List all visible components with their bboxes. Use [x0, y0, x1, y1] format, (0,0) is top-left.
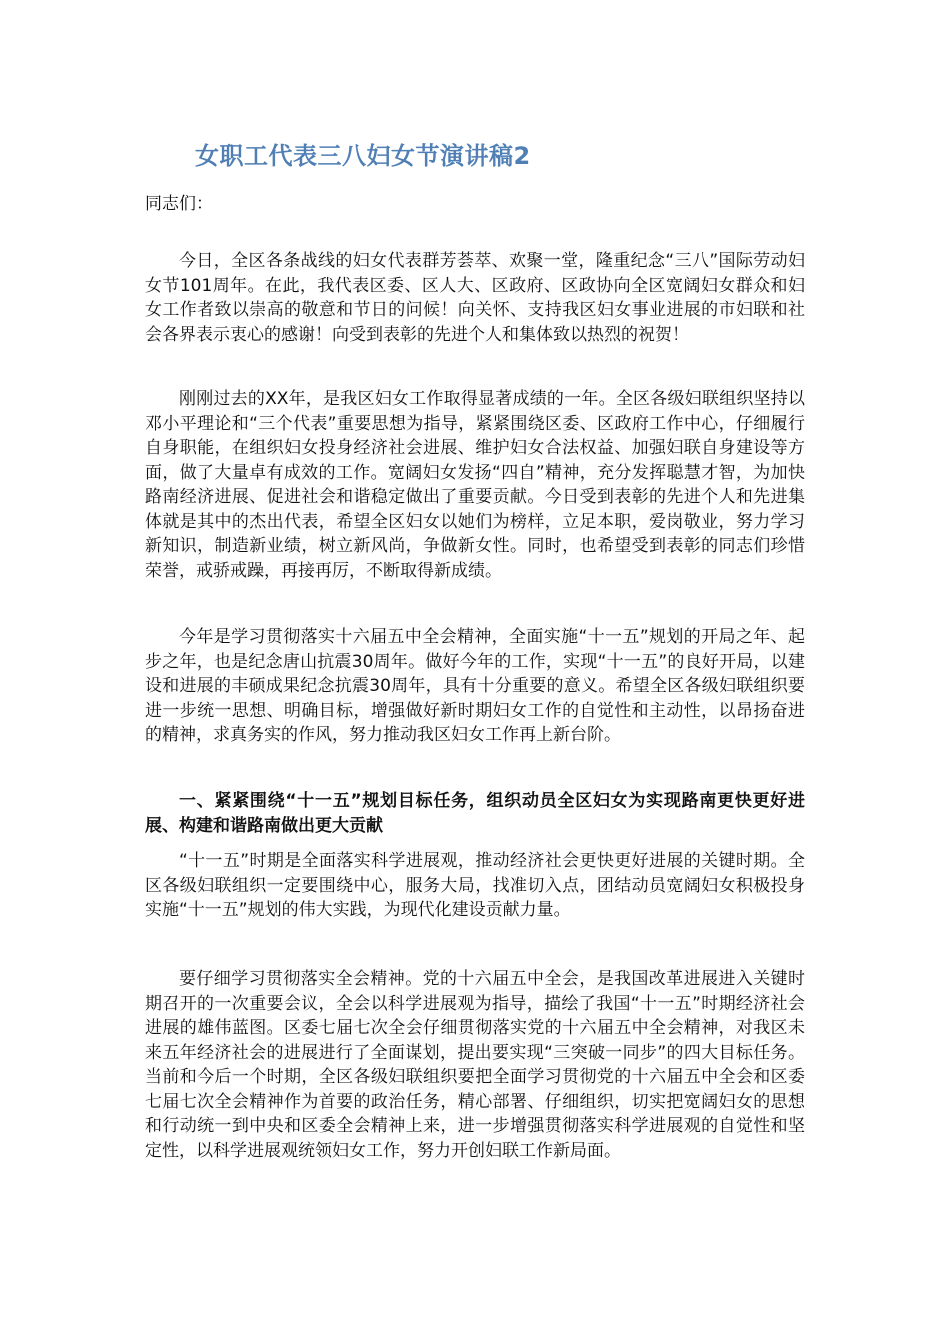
section-heading-1: 一、紧紧围绕“十一五”规划目标任务，组织动员全区妇女为实现路南更快更好进展、构建和谐路南做出更大贡献: [145, 791, 805, 836]
paragraph-review: 刚刚过去的XX年，是我区妇女工作取得显著成绩的一年。全区各级妇联组织坚持以邓小平理论和“三个代表”重要思想为指导，紧紧围绕区委、区政府工作中心，仔细履行自身职能，在组织妇女投身经济社会进展、维护妇女合法权益、加强妇联自身建设等方面，做了大量卓有成效的工作。宽阔妇女发扬“四自”精神，充分发挥聪慧才智，为加快路南经济进展、促进社会和谐稳定做出了重要贡献。今日受到表彰的先进个人和先进集体就是其中的杰出代表，希望全区妇女以她们为榜样，立足本职，爱岗敬业，努力学习新知识，制造新业绩，树立新风尚，争做新女性。同时，也希望受到表彰的同志们珍惜荣誉，戒骄戒躁，再接再厉，不断取得新成绩。: [145, 389, 805, 581]
paragraph-section-1-intro: “十一五”时期是全面落实科学进展观，推动经济社会更快更好进展的关键时期。全区各级妇联组织一定要围绕中心，服务大局，找准切入点，团结动员宽阔妇女积极投身实施“十一五”规划的伟大实践，为现代化建设贡献力量。: [145, 851, 805, 920]
salutation: 同志们：: [145, 194, 213, 214]
document-title: 女职工代表三八妇女节演讲稿2: [195, 142, 531, 170]
paragraph-section-1-study: 要仔细学习贯彻落实全会精神。党的十六届五中全会，是我国改革进展进入关键时期召开的一次重要会议，全会以科学进展观为指导，描绘了我国“十一五”时期经济社会进展的雄伟蓝图。区委七届七次全会仔细贯彻落实党的十六届五中全会精神，对我区未来五年经济社会的进展进行了全面谋划，提出要实现“三突破一同步”的四大目标任务。当前和今后一个时期，全区各级妇联组织要把全面学习贯彻党的十六届五中全会和区委七届七次全会精神作为首要的政治任务，精心部署、仔细组织，切实把宽阔妇女的思想和行动统一到中央和区委全会精神上来，进一步增强贯彻落实科学进展观的自觉性和坚定性，以科学进展观统领妇女工作，努力开创妇联工作新局面。: [145, 969, 805, 1161]
paragraph-opening: 今日，全区各条战线的妇女代表群芳荟萃、欢聚一堂，隆重纪念“三八”国际劳动妇女节101周年。在此，我代表区委、区人大、区政府、区政协向全区宽阔妇女群众和妇女工作者致以崇高的敬意和节日的问候！向关怀、支持我区妇女事业进展的市妇联和社会各界表示衷心的感谢！向受到表彰的先进个人和集体致以热烈的祝贺！: [145, 251, 805, 345]
paragraph-outlook: 今年是学习贯彻落实十六届五中全会精神，全面实施“十一五”规划的开局之年、起步之年，也是纪念唐山抗震30周年。做好今年的工作，实现“十一五”的良好开局，以建设和进展的丰硕成果纪念抗震30周年，具有十分重要的意义。希望全区各级妇联组织要进一步统一思想、明确目标，增强做好新时期妇女工作的自觉性和主动性，以昂扬奋进的精神，求真务实的作风，努力推动我区妇女工作再上新台阶。: [145, 627, 805, 745]
